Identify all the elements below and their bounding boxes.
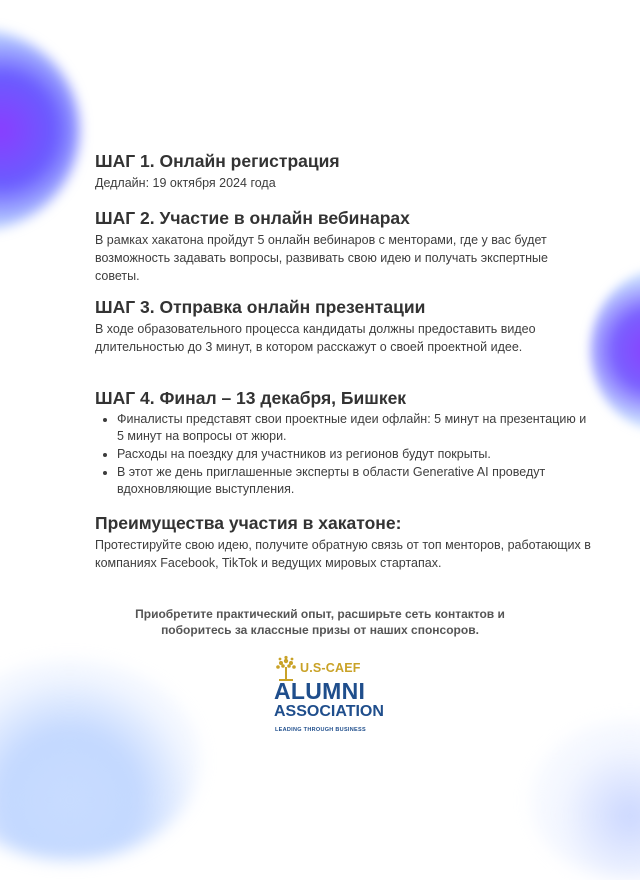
logo-top-text: U.S-CAEF [300,661,361,675]
decorative-gradient-blob [530,720,640,880]
decorative-gradient-blob [590,270,640,430]
decorative-gradient-blob [0,30,80,230]
step-3 [95,296,595,356]
step-3-title: ШАГ 3. Отправка онлайн презентации [95,297,426,317]
call-to-action [95,606,545,638]
step-2 [95,207,595,285]
benefits-title: Преимущества участия в хакатоне: [95,513,402,533]
logo-alumni-text: ALUMNI [274,678,366,704]
cta-line-2: поборитесь за классные призы от наших спонсоров. [161,623,479,637]
benefits-text: Протестируйте свою идею, получите обратную связь от топ менторов, работающих в компаниях Facebook, TikTok и ведущих мировых стартапах. [95,538,591,570]
step-4-title: ШАГ 4. Финал – 13 декабря, Бишкек [95,388,407,408]
step-1 [95,150,340,192]
logo-association-text: ASSOCIATION [274,703,384,720]
logo-tagline: LEADING THROUGH BUSINESS [275,727,366,733]
step-4-bullet-list [95,411,595,498]
alumni-association-logo [272,655,384,739]
step-2-title: ШАГ 2. Участие в онлайн вебинарах [95,208,410,228]
list-item: • В этот же день приглашенные эксперты в области Generative AI проведут вдохновляющие выступления. [117,464,595,498]
step-2-text: В рамках хакатона пройдут 5 онлайн вебинаров с менторами, где у вас будет возможность задавать вопросы, развивать свою идею и получать экспертные советы. [95,233,548,283]
cta-line-1: Приобретите практический опыт, расширьте сеть контактов и [135,607,505,621]
list-item: • Финалисты представят свои проектные идеи офлайн: 5 минут на презентацию и 5 минут на вопросы от жюри. [117,411,595,445]
step-4 [95,387,595,499]
list-item: • Расходы на поездку для участников из регионов будут покрыты. [117,446,595,463]
step-1-text: Дедлайн: 19 октября 2024 года [95,176,276,190]
step-3-text: В ходе образовательного процесса кандидаты должны предоставить видео длительностью до 3 минут, в котором расскажут о своей проектной идее. [95,322,536,354]
decorative-gradient-blob [0,660,200,860]
benefits [95,512,595,572]
step-1-title: ШАГ 1. Онлайн регистрация [95,151,340,171]
